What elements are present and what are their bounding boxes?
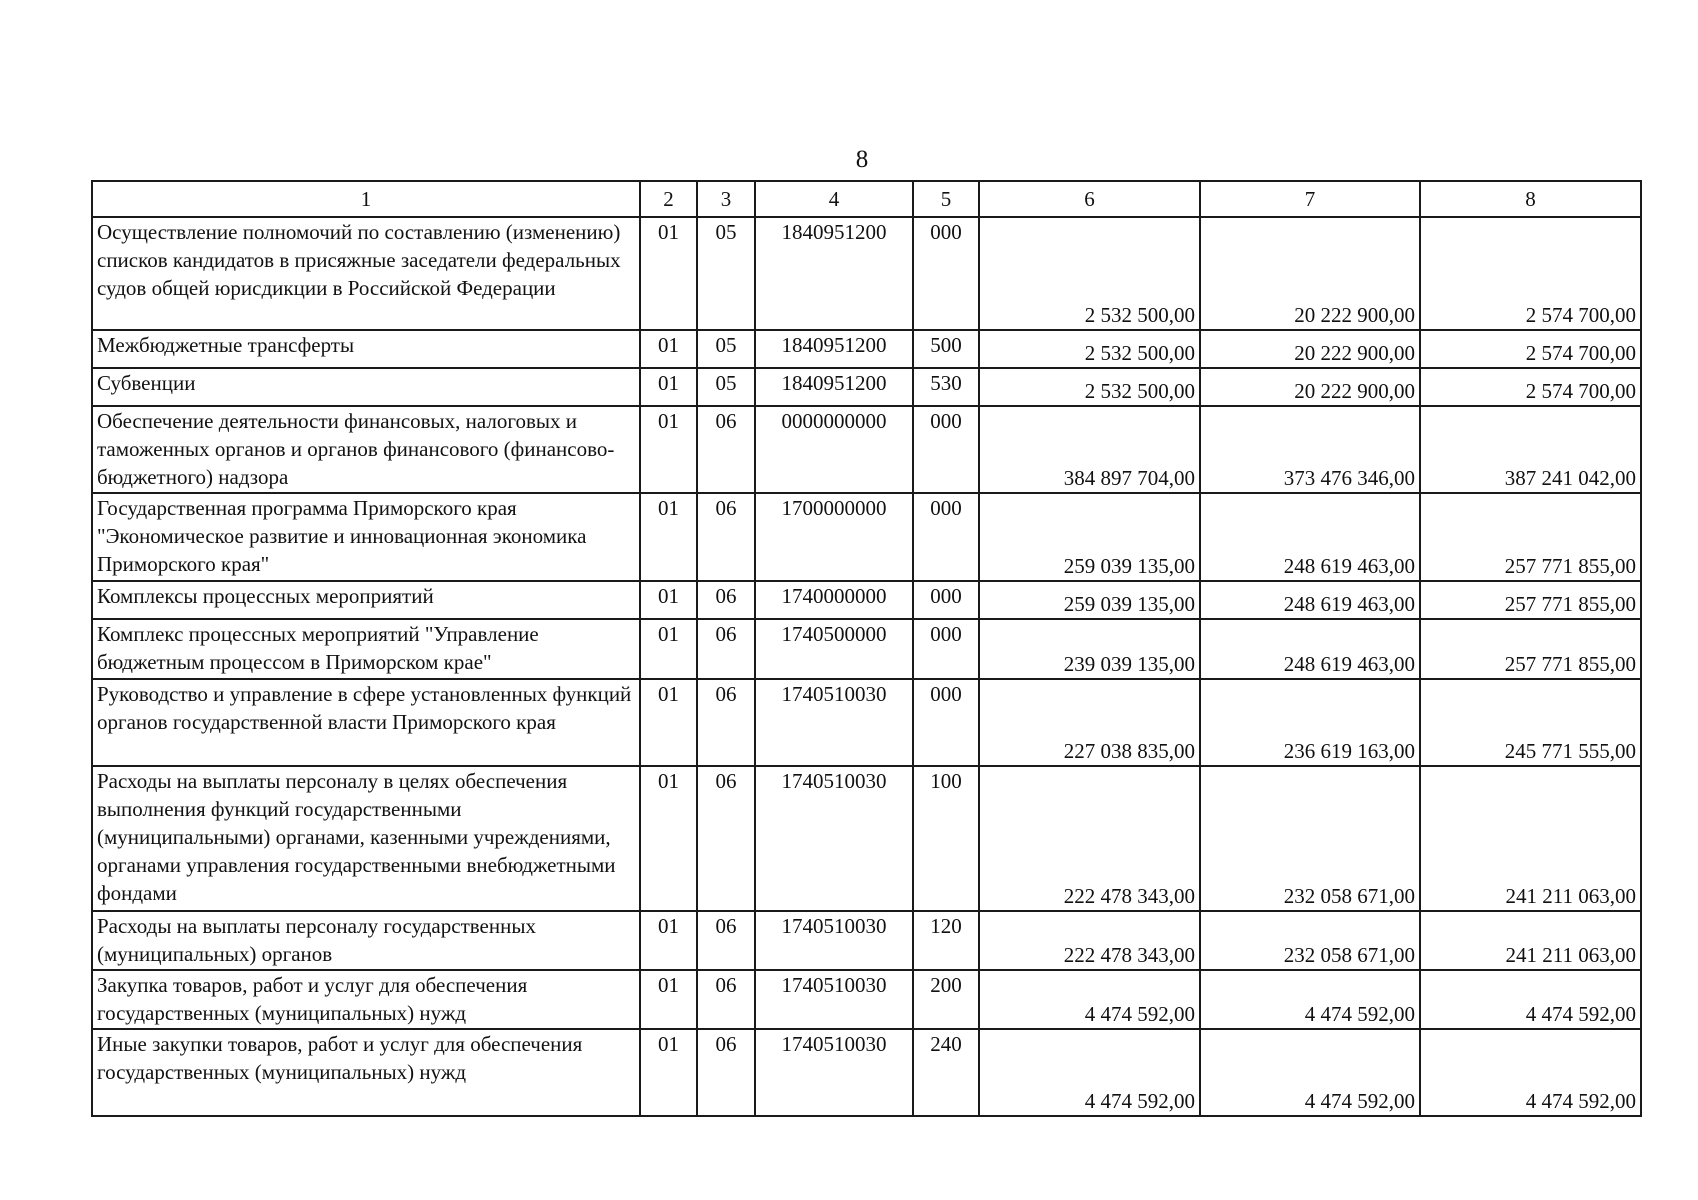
target-article-code: 1740510030	[755, 970, 913, 1029]
expense-name: Осуществление полномочий по составлению (изменению) списков кандидатов в присяжные заседатели федеральных судов общей юрисдикции в Российской Федерации	[92, 217, 640, 330]
expense-type-code: 000	[913, 679, 979, 766]
subsection-code: 06	[697, 766, 755, 911]
section-code: 01	[640, 911, 697, 970]
amount-col8: 4 474 592,00	[1420, 970, 1641, 1029]
section-code: 01	[640, 679, 697, 766]
table-row	[92, 581, 1641, 619]
section-code: 01	[640, 581, 697, 619]
subsection-code: 06	[697, 1029, 755, 1116]
target-article-code: 1740000000	[755, 581, 913, 619]
header-cell: 5	[913, 181, 979, 217]
amount-col7: 236 619 163,00	[1200, 679, 1420, 766]
subsection-code: 05	[697, 217, 755, 330]
amount-col8: 4 474 592,00	[1420, 1029, 1641, 1116]
table-row	[92, 368, 1641, 406]
amount-col8: 2 574 700,00	[1420, 330, 1641, 368]
amount-col7: 4 474 592,00	[1200, 970, 1420, 1029]
amount-col6: 2 532 500,00	[979, 330, 1200, 368]
amount-col7: 4 474 592,00	[1200, 1029, 1420, 1116]
amount-col6: 384 897 704,00	[979, 406, 1200, 493]
expense-name: Комплекс процессных мероприятий "Управление бюджетным процессом в Приморском крае"	[92, 619, 640, 679]
amount-col6: 227 038 835,00	[979, 679, 1200, 766]
subsection-code: 05	[697, 368, 755, 406]
amount-col6: 2 532 500,00	[979, 217, 1200, 330]
amount-col7: 248 619 463,00	[1200, 619, 1420, 679]
section-code: 01	[640, 330, 697, 368]
header-cell: 4	[755, 181, 913, 217]
amount-col8: 2 574 700,00	[1420, 217, 1641, 330]
amount-col8: 2 574 700,00	[1420, 368, 1641, 406]
amount-col6: 259 039 135,00	[979, 581, 1200, 619]
target-article-code: 1740500000	[755, 619, 913, 679]
page-number: 8	[855, 146, 869, 173]
header-cell: 1	[92, 181, 640, 217]
expense-name: Расходы на выплаты персоналу в целях обеспечения выполнения функций государственными (муниципальными) органами, казенными учреждениями, органами управления государственными внебюджетными фондами	[92, 766, 640, 911]
target-article-code: 0000000000	[755, 406, 913, 493]
amount-col7: 232 058 671,00	[1200, 766, 1420, 911]
subsection-code: 06	[697, 970, 755, 1029]
section-code: 01	[640, 766, 697, 911]
amount-col7: 373 476 346,00	[1200, 406, 1420, 493]
amount-col6: 2 532 500,00	[979, 368, 1200, 406]
section-code: 01	[640, 493, 697, 581]
subsection-code: 06	[697, 581, 755, 619]
subsection-code: 06	[697, 679, 755, 766]
table-row	[92, 1029, 1641, 1116]
table-row	[92, 970, 1641, 1029]
expense-name: Руководство и управление в сфере установленных функций органов государственной власти Приморского края	[92, 679, 640, 766]
table-row	[92, 766, 1641, 911]
amount-col7: 20 222 900,00	[1200, 217, 1420, 330]
expense-type-code: 240	[913, 1029, 979, 1116]
target-article-code: 1840951200	[755, 330, 913, 368]
expense-type-code: 000	[913, 406, 979, 493]
table-row	[92, 911, 1641, 970]
section-code: 01	[640, 406, 697, 493]
table-row	[92, 493, 1641, 581]
header-cell: 7	[1200, 181, 1420, 217]
amount-col8: 245 771 555,00	[1420, 679, 1641, 766]
expense-name: Межбюджетные трансферты	[92, 330, 640, 368]
expense-type-code: 500	[913, 330, 979, 368]
table-row	[92, 217, 1641, 330]
amount-col6: 222 478 343,00	[979, 911, 1200, 970]
amount-col7: 232 058 671,00	[1200, 911, 1420, 970]
header-cell: 2	[640, 181, 697, 217]
expense-name: Субвенции	[92, 368, 640, 406]
amount-col6: 259 039 135,00	[979, 493, 1200, 581]
subsection-code: 05	[697, 330, 755, 368]
amount-col8: 257 771 855,00	[1420, 493, 1641, 581]
amount-col8: 387 241 042,00	[1420, 406, 1641, 493]
section-code: 01	[640, 1029, 697, 1116]
section-code: 01	[640, 970, 697, 1029]
subsection-code: 06	[697, 406, 755, 493]
header-cell: 3	[697, 181, 755, 217]
expense-name: Иные закупки товаров, работ и услуг для обеспечения государственных (муниципальных) нужд	[92, 1029, 640, 1116]
expense-type-code: 530	[913, 368, 979, 406]
expense-type-code: 120	[913, 911, 979, 970]
expense-type-code: 000	[913, 493, 979, 581]
subsection-code: 06	[697, 493, 755, 581]
amount-col6: 222 478 343,00	[979, 766, 1200, 911]
expense-type-code: 000	[913, 217, 979, 330]
expense-name: Закупка товаров, работ и услуг для обеспечения государственных (муниципальных) нужд	[92, 970, 640, 1029]
table-row	[92, 679, 1641, 766]
expense-type-code: 100	[913, 766, 979, 911]
amount-col8: 241 211 063,00	[1420, 766, 1641, 911]
amount-col7: 248 619 463,00	[1200, 493, 1420, 581]
amount-col6: 239 039 135,00	[979, 619, 1200, 679]
header-cell: 8	[1420, 181, 1641, 217]
table-row	[92, 619, 1641, 679]
target-article-code: 1840951200	[755, 368, 913, 406]
expense-type-code: 000	[913, 619, 979, 679]
amount-col8: 241 211 063,00	[1420, 911, 1641, 970]
table-row	[92, 330, 1641, 368]
amount-col7: 248 619 463,00	[1200, 581, 1420, 619]
expense-name: Комплексы процессных мероприятий	[92, 581, 640, 619]
section-code: 01	[640, 217, 697, 330]
subsection-code: 06	[697, 619, 755, 679]
expense-name: Обеспечение деятельности финансовых, налоговых и таможенных органов и органов финансового (финансово-бюджетного) надзора	[92, 406, 640, 493]
target-article-code: 1740510030	[755, 766, 913, 911]
amount-col6: 4 474 592,00	[979, 1029, 1200, 1116]
expense-type-code: 000	[913, 581, 979, 619]
section-code: 01	[640, 619, 697, 679]
section-code: 01	[640, 368, 697, 406]
target-article-code: 1740510030	[755, 679, 913, 766]
target-article-code: 1840951200	[755, 217, 913, 330]
amount-col7: 20 222 900,00	[1200, 330, 1420, 368]
amount-col8: 257 771 855,00	[1420, 581, 1641, 619]
expense-name: Государственная программа Приморского края "Экономическое развитие и инновационная экономика Приморского края"	[92, 493, 640, 581]
amount-col7: 20 222 900,00	[1200, 368, 1420, 406]
subsection-code: 06	[697, 911, 755, 970]
table-row	[92, 406, 1641, 493]
expense-name: Расходы на выплаты персоналу государственных (муниципальных) органов	[92, 911, 640, 970]
expense-type-code: 200	[913, 970, 979, 1029]
budget-table	[91, 180, 1642, 1117]
header-row	[92, 181, 1641, 217]
target-article-code: 1700000000	[755, 493, 913, 581]
amount-col6: 4 474 592,00	[979, 970, 1200, 1029]
header-cell: 6	[979, 181, 1200, 217]
target-article-code: 1740510030	[755, 1029, 913, 1116]
amount-col8: 257 771 855,00	[1420, 619, 1641, 679]
target-article-code: 1740510030	[755, 911, 913, 970]
